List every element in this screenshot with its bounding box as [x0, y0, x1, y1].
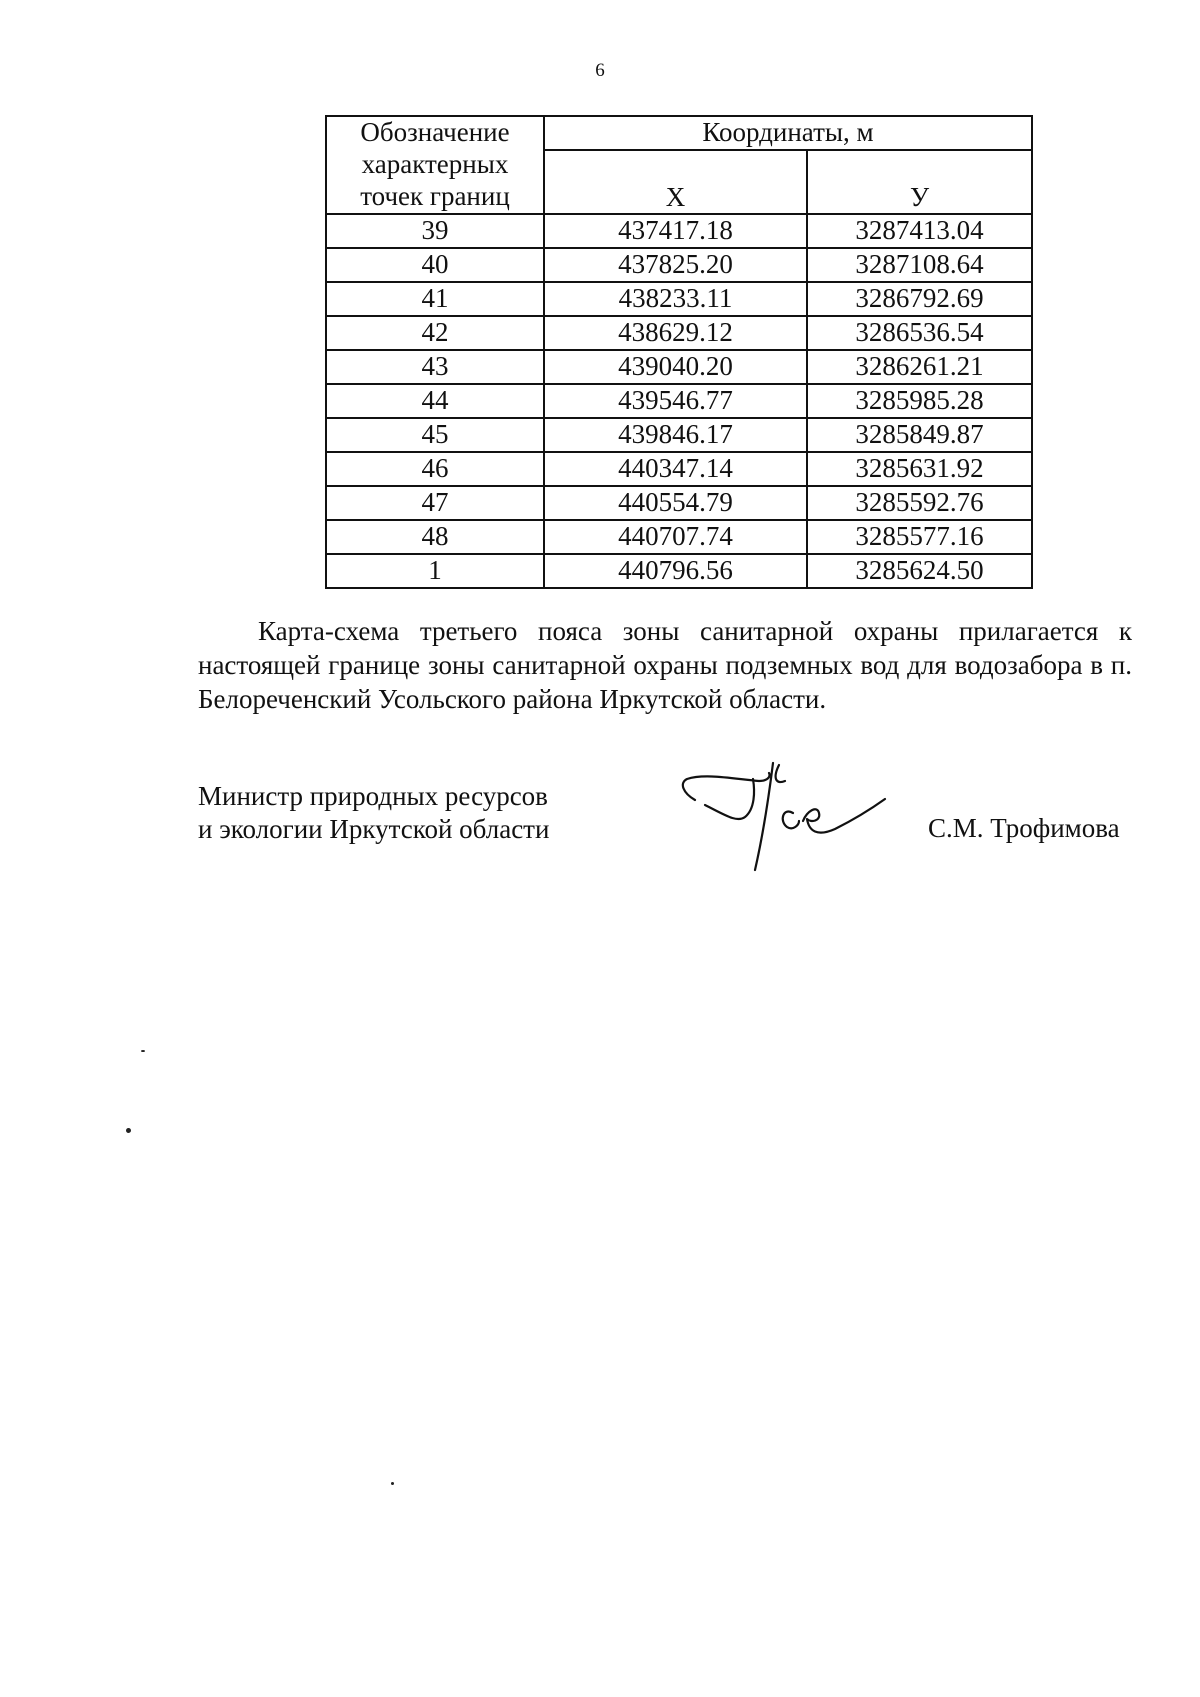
table-row	[326, 282, 1032, 316]
signer-title-line2: и экологии Иркутской области	[198, 814, 550, 844]
coordinates-table	[325, 115, 1033, 589]
cell-y: 3285592.76	[807, 486, 1032, 520]
body-paragraph: Карта-схема третьего пояса зоны санитарной охраны прилагается к настоящей границе зоны санитарной охраны подземных вод для водозабора в п. Белореченский Усольского района Иркутской области.	[198, 616, 1132, 714]
header-coordinates-group: Координаты, м	[544, 116, 1032, 150]
cell-y: 3285577.16	[807, 520, 1032, 554]
cell-point: 48	[326, 520, 544, 554]
table-row	[326, 418, 1032, 452]
cell-y: 3285985.28	[807, 384, 1032, 418]
signer-title	[198, 780, 549, 846]
cell-x: 440347.14	[544, 452, 807, 486]
table-row	[326, 554, 1032, 588]
cell-point: 42	[326, 316, 544, 350]
cell-y: 3286261.21	[807, 350, 1032, 384]
signer-title-line1: Министр природных ресурсов	[198, 781, 548, 811]
cell-x: 440796.56	[544, 554, 807, 588]
cell-y: 3287413.04	[807, 214, 1032, 248]
cell-point: 46	[326, 452, 544, 486]
cell-point: 39	[326, 214, 544, 248]
cell-point: 45	[326, 418, 544, 452]
table-row	[326, 214, 1032, 248]
cell-x: 438233.11	[544, 282, 807, 316]
header-point-label	[326, 116, 544, 214]
cell-x: 440554.79	[544, 486, 807, 520]
table-row	[326, 486, 1032, 520]
cell-y: 3287108.64	[807, 248, 1032, 282]
cell-point: 44	[326, 384, 544, 418]
header-point-label-line3: точек границ	[360, 180, 510, 211]
scan-speck	[126, 1128, 131, 1133]
cell-x: 437417.18	[544, 214, 807, 248]
cell-point: 1	[326, 554, 544, 588]
table-row	[326, 350, 1032, 384]
table-row	[326, 520, 1032, 554]
cell-x: 440707.74	[544, 520, 807, 554]
scan-speck	[141, 1050, 145, 1052]
cell-point: 41	[326, 282, 544, 316]
header-x: Х	[544, 150, 807, 214]
table-row	[326, 316, 1032, 350]
cell-x: 439040.20	[544, 350, 807, 384]
cell-x: 437825.20	[544, 248, 807, 282]
table-row	[326, 248, 1032, 282]
header-point-label-line1: Обозначение	[360, 117, 510, 148]
signer-name: С.М. Трофимова	[928, 813, 1120, 843]
table-row	[326, 384, 1032, 418]
cell-y: 3286536.54	[807, 316, 1032, 350]
cell-point: 43	[326, 350, 544, 384]
header-point-label-line2: характерных	[361, 149, 509, 180]
cell-y: 3285631.92	[807, 452, 1032, 486]
table-row	[326, 452, 1032, 486]
cell-y: 3286792.69	[807, 282, 1032, 316]
cell-point: 40	[326, 248, 544, 282]
cell-y: 3285849.87	[807, 418, 1032, 452]
handwritten-signature	[675, 755, 895, 875]
cell-x: 439546.77	[544, 384, 807, 418]
cell-x: 439846.17	[544, 418, 807, 452]
scan-speck	[391, 1482, 394, 1485]
page-number: 6	[595, 60, 605, 81]
cell-x: 438629.12	[544, 316, 807, 350]
cell-point: 47	[326, 486, 544, 520]
header-y: У	[807, 150, 1032, 214]
cell-y: 3285624.50	[807, 554, 1032, 588]
